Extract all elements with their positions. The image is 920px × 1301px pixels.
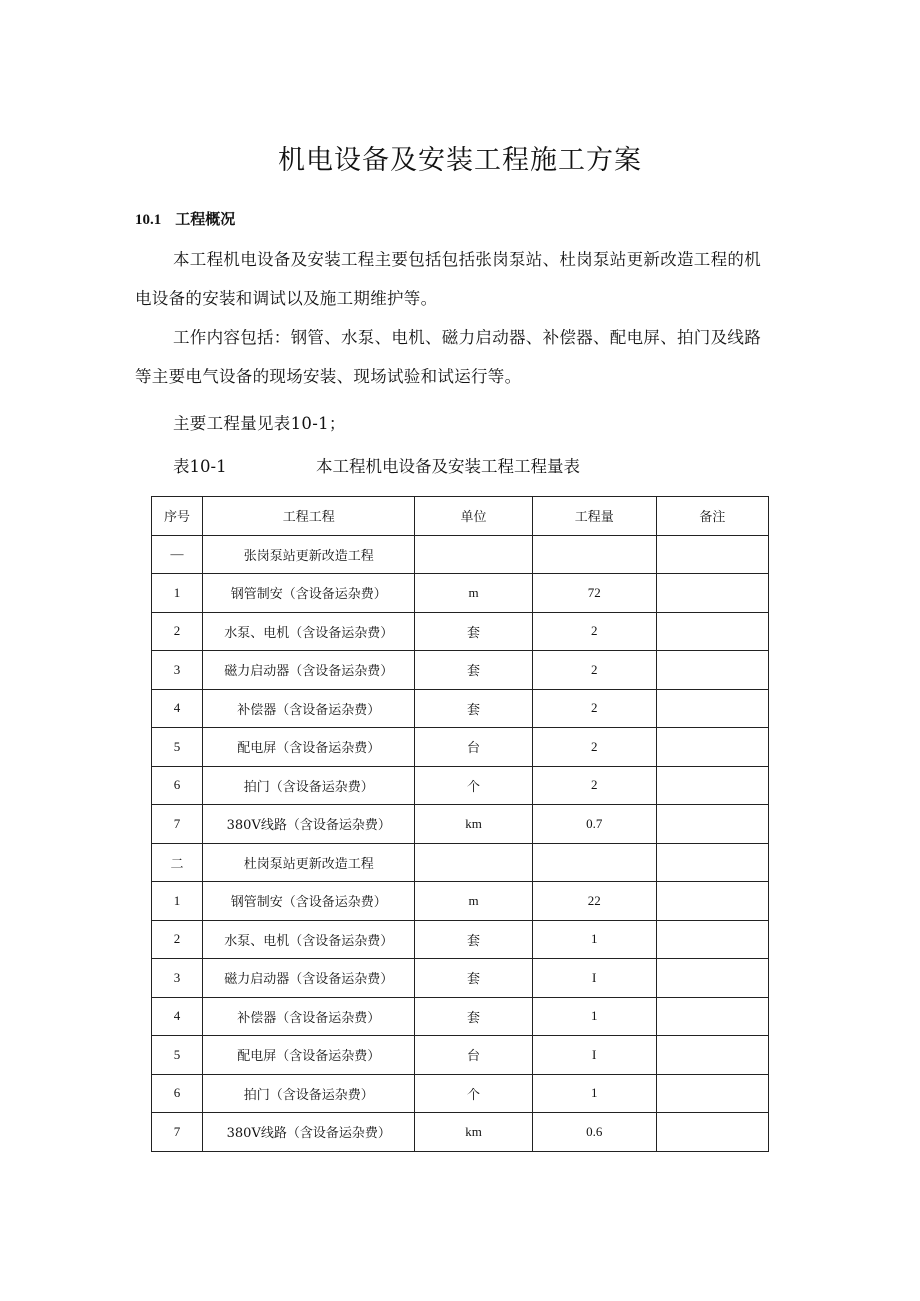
- cell-quantity: 1: [532, 1074, 656, 1113]
- cell-remarks: [656, 535, 768, 574]
- cell-unit: 台: [415, 1036, 532, 1075]
- cell-item: 钢管制安（含设备运杂费）: [203, 882, 415, 921]
- document-title: 机电设备及安装工程施工方案: [278, 145, 642, 176]
- quantity-table: [151, 496, 769, 1152]
- cell-index: 6: [152, 1074, 203, 1113]
- paragraph-work-content: 工作内容包括：钢管、水泵、电机、磁力启动器、补偿器、配电屏、拍门及线路等主要电气设备的现场安装、现场试验和试运行等。: [135, 328, 761, 386]
- cell-remarks: [656, 805, 768, 844]
- cell-quantity: 2: [532, 728, 656, 767]
- cell-remarks: [656, 766, 768, 805]
- cell-item: 水泵、电机（含设备运杂费）: [203, 920, 415, 959]
- table-row: [152, 612, 769, 651]
- cell-remarks: [656, 728, 768, 767]
- cell-item: 磁力启动器（含设备运杂费）: [203, 651, 415, 690]
- cell-unit: km: [415, 805, 532, 844]
- cell-item: 配电屏（含设备运杂费）: [203, 1036, 415, 1075]
- table-row: [152, 920, 769, 959]
- cell-item: 钢管制安（含设备运杂费）: [203, 574, 415, 613]
- table-row: [152, 1036, 769, 1075]
- paragraph-quantity-ref: 主要工程量见表10-1；: [173, 414, 346, 433]
- section-title: 工程概况: [175, 210, 236, 228]
- cell-item: 380V线路（含设备运杂费）: [203, 805, 415, 844]
- cell-index: 6: [152, 766, 203, 805]
- cell-remarks: [656, 1036, 768, 1075]
- cell-quantity: 72: [532, 574, 656, 613]
- cell-index: 2: [152, 920, 203, 959]
- cell-index: 1: [152, 574, 203, 613]
- cell-index: 2: [152, 612, 203, 651]
- cell-index: 4: [152, 689, 203, 728]
- cell-unit: [415, 535, 532, 574]
- cell-quantity: [532, 843, 656, 882]
- cell-item: 杜岗泵站更新改造工程: [203, 843, 415, 882]
- cell-unit: 台: [415, 728, 532, 767]
- cell-quantity: I: [532, 959, 656, 998]
- cell-quantity: 0.7: [532, 805, 656, 844]
- cell-remarks: [656, 689, 768, 728]
- cell-unit: 个: [415, 1074, 532, 1113]
- cell-quantity: I: [532, 1036, 656, 1075]
- cell-unit: 套: [415, 997, 532, 1036]
- cell-index: 3: [152, 651, 203, 690]
- cell-remarks: [656, 882, 768, 921]
- header-item: 工程工程: [203, 497, 415, 536]
- table-row: [152, 766, 769, 805]
- table-body: [152, 535, 769, 1151]
- cell-index: 1: [152, 882, 203, 921]
- table-caption-label: 表10-1: [173, 457, 227, 476]
- table-row: [152, 959, 769, 998]
- cell-unit: 个: [415, 766, 532, 805]
- cell-quantity: 2: [532, 689, 656, 728]
- cell-quantity: 2: [532, 766, 656, 805]
- cell-unit: 套: [415, 651, 532, 690]
- cell-index: 3: [152, 959, 203, 998]
- cell-index: 4: [152, 997, 203, 1036]
- cell-remarks: [656, 843, 768, 882]
- table-row: [152, 651, 769, 690]
- cell-index: 二: [152, 843, 203, 882]
- cell-remarks: [656, 574, 768, 613]
- table-row: [152, 997, 769, 1036]
- cell-remarks: [656, 959, 768, 998]
- section-number: 10.1: [135, 212, 162, 228]
- cell-quantity: 0.6: [532, 1113, 656, 1152]
- cell-index: —: [152, 535, 203, 574]
- cell-index: 7: [152, 1113, 203, 1152]
- cell-quantity: 2: [532, 651, 656, 690]
- cell-item: 磁力启动器（含设备运杂费）: [203, 959, 415, 998]
- table-row: [152, 843, 769, 882]
- table-row: [152, 1074, 769, 1113]
- cell-quantity: 22: [532, 882, 656, 921]
- table-row: [152, 805, 769, 844]
- cell-index: 5: [152, 1036, 203, 1075]
- cell-unit: 套: [415, 612, 532, 651]
- cell-quantity: [532, 535, 656, 574]
- cell-remarks: [656, 612, 768, 651]
- cell-item: 380V线路（含设备运杂费）: [203, 1113, 415, 1152]
- cell-index: 7: [152, 805, 203, 844]
- cell-unit: 套: [415, 959, 532, 998]
- table-row: [152, 728, 769, 767]
- table-row: [152, 882, 769, 921]
- cell-item: 补偿器（含设备运杂费）: [203, 689, 415, 728]
- cell-unit: 套: [415, 920, 532, 959]
- section-heading: [135, 208, 235, 229]
- header-remarks: 备注: [656, 497, 768, 536]
- cell-item: 补偿器（含设备运杂费）: [203, 997, 415, 1036]
- cell-remarks: [656, 1074, 768, 1113]
- cell-item: 拍门（含设备运杂费）: [203, 766, 415, 805]
- cell-unit: km: [415, 1113, 532, 1152]
- header-unit: 单位: [415, 497, 532, 536]
- table-row: [152, 574, 769, 613]
- header-quantity: 工程量: [532, 497, 656, 536]
- cell-quantity: 2: [532, 612, 656, 651]
- cell-unit: 套: [415, 689, 532, 728]
- cell-remarks: [656, 920, 768, 959]
- cell-unit: m: [415, 574, 532, 613]
- cell-remarks: [656, 651, 768, 690]
- cell-index: 5: [152, 728, 203, 767]
- table-caption-title: 本工程机电设备及安装工程工程量表: [316, 457, 580, 476]
- cell-quantity: 1: [532, 920, 656, 959]
- cell-item: 张岗泵站更新改造工程: [203, 535, 415, 574]
- cell-remarks: [656, 1113, 768, 1152]
- table-row: [152, 689, 769, 728]
- table-header-row: [152, 497, 769, 536]
- paragraph-scope: 本工程机电设备及安装工程主要包括包括张岗泵站、杜岗泵站更新改造工程的机电设备的安装和调试以及施工期维护等。: [135, 250, 761, 308]
- cell-item: 水泵、电机（含设备运杂费）: [203, 612, 415, 651]
- cell-item: 拍门（含设备运杂费）: [203, 1074, 415, 1113]
- cell-item: 配电屏（含设备运杂费）: [203, 728, 415, 767]
- table-row: [152, 1113, 769, 1152]
- cell-quantity: 1: [532, 997, 656, 1036]
- table-row: [152, 535, 769, 574]
- cell-unit: [415, 843, 532, 882]
- cell-unit: m: [415, 882, 532, 921]
- cell-remarks: [656, 997, 768, 1036]
- header-index: 序号: [152, 497, 203, 536]
